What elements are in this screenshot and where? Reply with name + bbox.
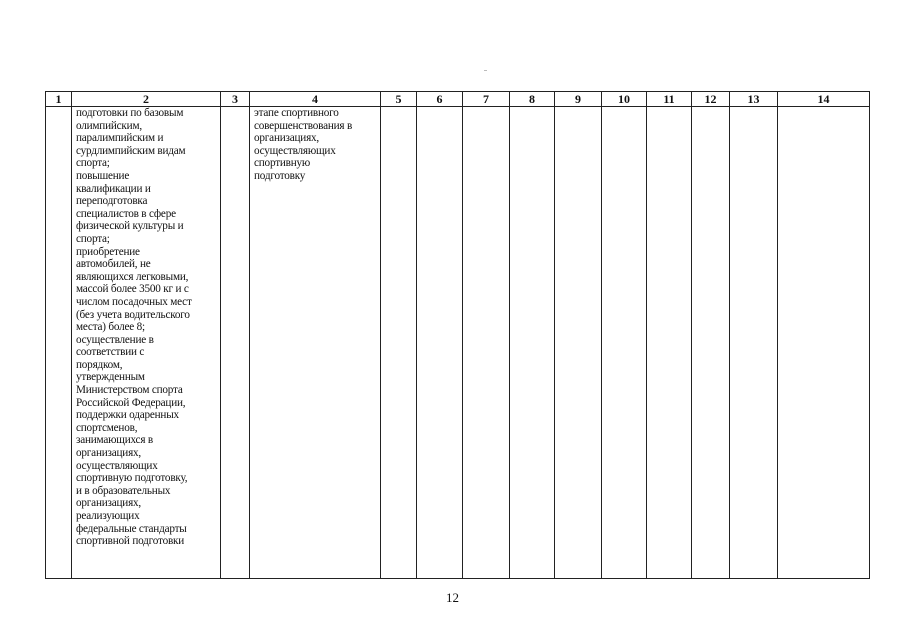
column-header-14: 14 xyxy=(778,92,870,107)
table-cell-col2 xyxy=(72,107,221,579)
column-header-13: 13 xyxy=(730,92,778,107)
table-cell-col5 xyxy=(381,107,417,579)
table-cell-col13 xyxy=(730,107,778,579)
table-cell-col10 xyxy=(602,107,647,579)
column-header-9: 9 xyxy=(555,92,602,107)
column-header-12: 12 xyxy=(692,92,730,107)
table-cell-col3 xyxy=(221,107,250,579)
table-row xyxy=(46,107,870,579)
table-cell-col14 xyxy=(778,107,870,579)
header-row xyxy=(46,92,870,107)
stage-description-text: этапе спортивного совершенствования в организациях, осуществляющих спортивную подготовку xyxy=(254,107,353,182)
column-header-1: 1 xyxy=(46,92,72,107)
table-cell-col11 xyxy=(647,107,692,579)
table-cell-col1 xyxy=(46,107,72,579)
column-header-5: 5 xyxy=(381,92,417,107)
table-cell-col9 xyxy=(555,107,602,579)
table-cell-col8 xyxy=(510,107,555,579)
table-cell-col4 xyxy=(250,107,381,579)
column-header-3: 3 xyxy=(221,92,250,107)
table-cell-col12 xyxy=(692,107,730,579)
scan-mark xyxy=(484,70,487,71)
activity-description-text: подготовки по базовым олимпийским, паралимпийским и сурдлимпийским видам спорта; повышение квалификации и переподготовка специалистов в сфере физической культуры и спорта; приобретение автомобилей, не являющихся легковыми, массой более 3500 кг и с числом посадочных мест (без учета водительского места) более 8; осуществление в соответствии с порядком, утвержденным Министерством спорта Российской Федерации, поддержки одаренных спортсменов, занимающихся в организациях, осуществляющих спортивную подготовку, и в образовательных организациях, реализующих федеральные стандарты спортивной подготовки xyxy=(76,107,192,548)
data-table xyxy=(45,91,870,579)
column-header-7: 7 xyxy=(463,92,510,107)
column-header-8: 8 xyxy=(510,92,555,107)
column-header-6: 6 xyxy=(417,92,463,107)
column-header-11: 11 xyxy=(647,92,692,107)
table-cell-col6 xyxy=(417,107,463,579)
column-header-10: 10 xyxy=(602,92,647,107)
table-cell-col7 xyxy=(463,107,510,579)
column-header-4: 4 xyxy=(250,92,381,107)
page-number: 12 xyxy=(446,590,459,605)
column-header-2: 2 xyxy=(72,92,221,107)
